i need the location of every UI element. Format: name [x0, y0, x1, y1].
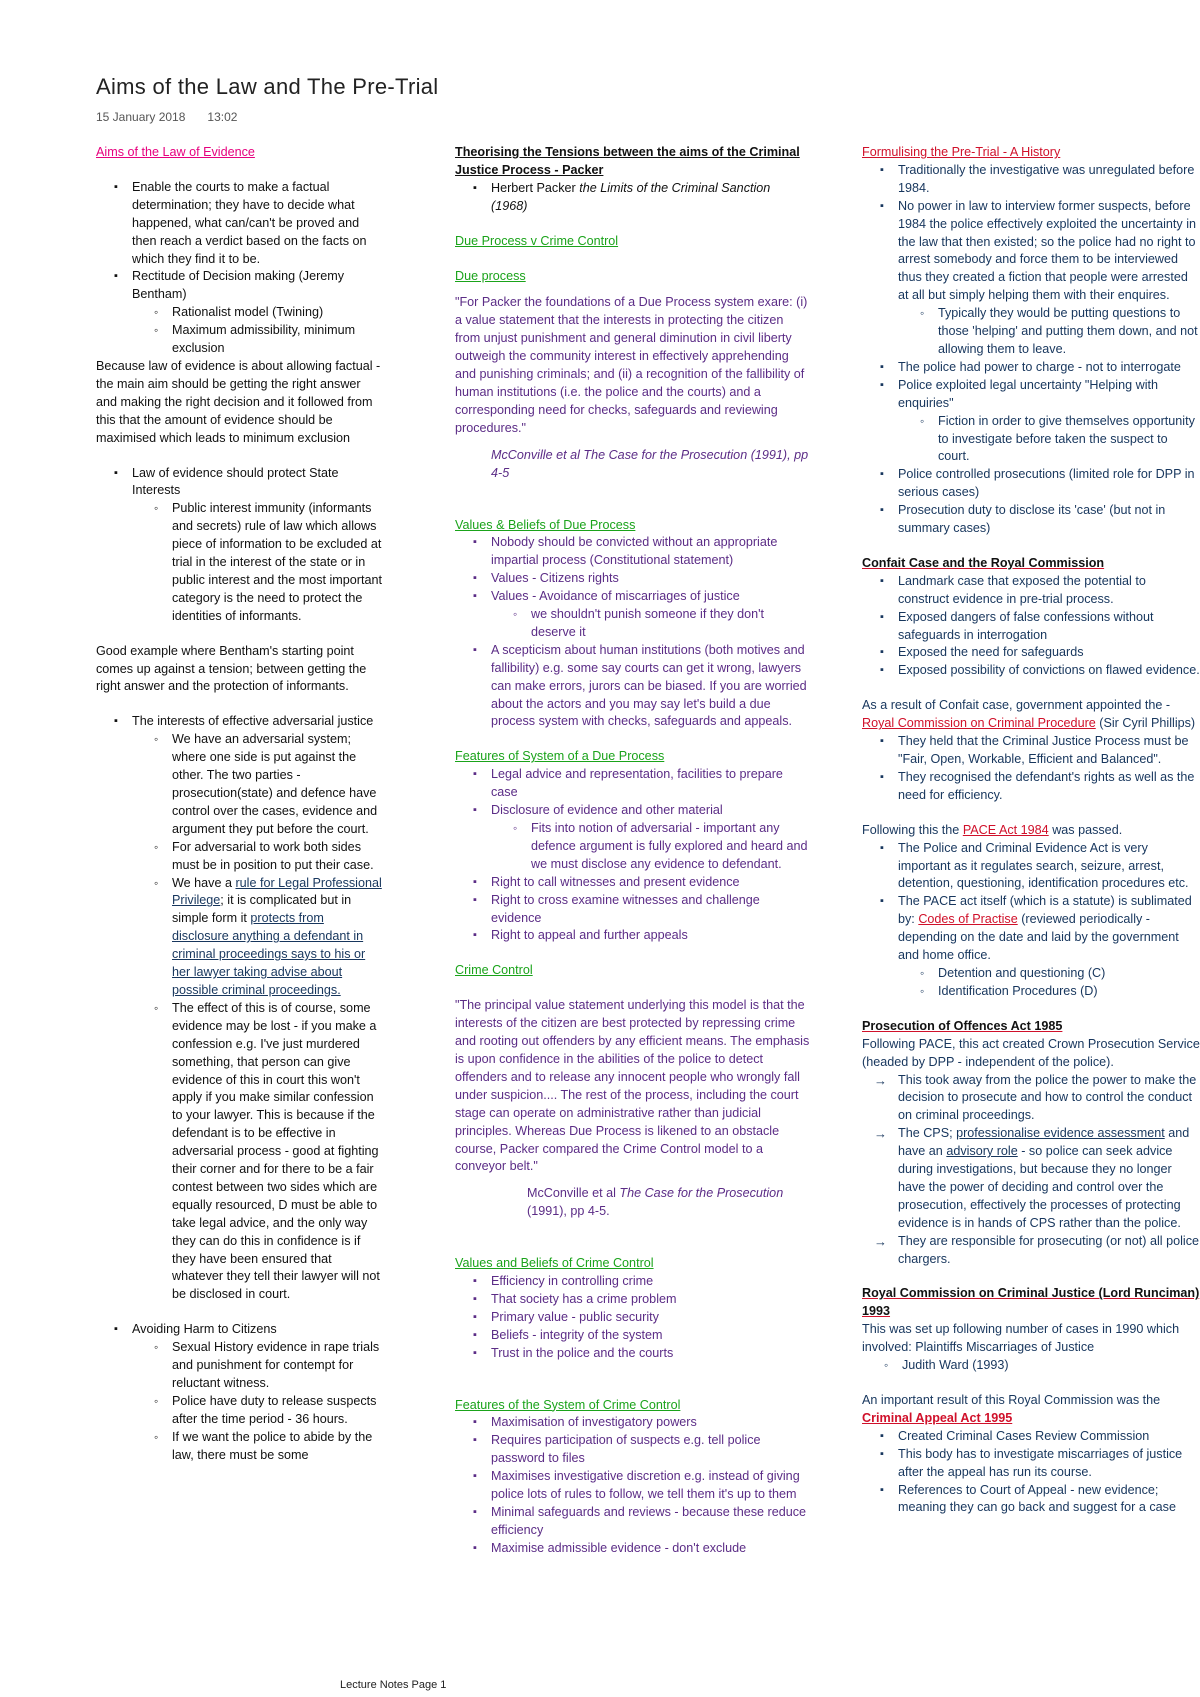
list-item [96, 268, 384, 358]
list-text: (reviewed periodically - depending on the date and laid by the government and home office. [898, 912, 1179, 963]
list-item: ▪ Police controlled prosecutions (limited role for DPP in serious cases) [862, 466, 1200, 502]
underlined-text: advisory role [946, 1144, 1018, 1159]
list-item: ▪ Right to call witnesses and present evidence [455, 874, 810, 892]
list-item: ▪ The Police and Criminal Evidence Act is very important as it regulates search, seizure, arrest, detention, questioning, identification procedures etc. [862, 840, 1200, 894]
underlined-text: professionalise evidence assessment [956, 1126, 1165, 1141]
paragraph: This was set up following number of cases in 1990 which involved: Plaintiffs Miscarriages of Justice [862, 1322, 1180, 1355]
list-item: ◦ For adversarial to work both sides must be in position to put their case. [132, 839, 384, 875]
list-item: ▪ They held that the Criminal Justice Process must be "Fair, Open, Workable, Efficient and Balanced". [862, 733, 1200, 769]
aims-list [96, 179, 384, 358]
heading-confait: Confait Case and the Royal Commission [862, 555, 1105, 570]
list-item [862, 1125, 1200, 1232]
list-item: → They are responsible for prosecuting (or not) all police chargers. [862, 1233, 1200, 1269]
list-item [862, 198, 1200, 359]
list-text: Law of evidence should protect State Interests [132, 465, 339, 498]
list-text: Avoiding Harm to Citizens [132, 1322, 277, 1337]
heading-values-cc: Values and Beliefs of Crime Control [455, 1256, 654, 1271]
criminal-appeal-act: Criminal Appeal Act 1995 [862, 1410, 1013, 1425]
para-text: As a result of Confait case, government appointed the - [862, 698, 1171, 713]
list-item: ◦ Rationalist model (Twining) [132, 304, 384, 322]
list-item: ◦ Judith Ward (1993) [862, 1357, 1200, 1375]
citation-author: McConville et al [491, 447, 580, 462]
list-item: ◦ Maximum admissibility, minimum exclusion [132, 322, 384, 358]
list-item: ◦ Police have duty to release suspects after the time period - 36 hours. [132, 1393, 384, 1429]
heading-due-process: Due process [455, 268, 526, 283]
list-item [96, 465, 384, 626]
page-date [96, 110, 259, 124]
page-title: Aims of the Law and The Pre-Trial [96, 74, 439, 99]
list-item [96, 1321, 384, 1464]
heading-pretrial-history: Formulising the Pre-Trial - A History [862, 145, 1061, 159]
date-text: 15 January 2018 [96, 110, 186, 124]
paragraph [862, 697, 1200, 733]
list-item: ▪ Beliefs - integrity of the system [455, 1327, 810, 1345]
column-history [862, 144, 1200, 1517]
list-item: ◦ Sexual History evidence in rape trials and punishment for contempt for reluctant witness. [132, 1339, 384, 1393]
list-item: ▪ Trust in the police and the courts [455, 1345, 810, 1363]
list-text: No power in law to interview former suspects, before 1984 the police effectively exploited the uncertainty in the law that then existed; so the police had no right to arrest somebody and force them to be interviewed thus they created a fiction that people were arrested at all but simply helping them with their enquires. [898, 198, 1197, 303]
citation-pages: (1991), pp 4-5. [527, 1204, 610, 1219]
list-text: ; it is complicated but in simple form it [172, 893, 352, 926]
heading-runciman: Royal Commission on Criminal Justice (Lord Runciman) 1993 [862, 1286, 1200, 1319]
list-item: ▪ Legal advice and representation, facilities to prepare case [455, 766, 810, 802]
underlined-text: protects from disclosure anything a defendant in criminal proceedings says to his or her lawyer taking advise about possible criminal proceedings. [172, 911, 366, 997]
citation-title: The Case for the Prosecution [619, 1186, 784, 1201]
list-text: - so police can seek advice during investigations, but because they no longer have the power of deciding and control over the prosecution, effectively the processes of protecting evidence is in hands of CPS rather than the police. [898, 1144, 1181, 1230]
list-item: ▪ Exposed dangers of false confessions without safeguards in interrogation [862, 609, 1200, 645]
citation-author: McConville et al [527, 1186, 616, 1201]
list-item [455, 180, 810, 216]
list-item: ▪ Nobody should be convicted without an appropriate impartial process (Constitutional statement) [455, 534, 810, 570]
citation [455, 447, 810, 483]
list-item: ▪ Efficiency in controlling crime [455, 1273, 810, 1291]
list-item: ▪ Right to cross examine witnesses and challenge evidence [455, 892, 810, 928]
list-item: ▪ Maximisation of investigatory powers [455, 1414, 810, 1432]
page-footer: Lecture Notes Page 1 [340, 1679, 447, 1691]
citation-title: The Case for the Prosecution (1991), pp 4-5 [491, 447, 809, 480]
heading-dp-vs-cc: Due Process v Crime Control [455, 233, 619, 248]
heading-features-dp: Features of System of a Due Process [455, 749, 665, 764]
list-item: ▪ Prosecution duty to disclose its 'case' (but not in summary cases) [862, 502, 1200, 538]
list-item: → This took away from the police the power to make the decision to prosecute and how to control the conduct on criminal proceedings. [862, 1072, 1200, 1126]
quote-crime-control: "The principal value statement underlying this model is that the interests of the citizen are best protected by repressing crime and rooting out offenders by any efficient means. The emphasis is upon confidence in the abilities of the police to detect offenders and to release any innocent people who wrongly fall under suspicion.... The rest of the process, including the court stage can operate on administrative rather than judicial principles. Whereas Due Process is likened to an obstacle course, Packer compared the Crime Control model to a conveyor belt." [455, 998, 810, 1174]
heading-features-cc: Features of the System of Crime Control [455, 1397, 681, 1412]
paragraph: Because law of evidence is about allowing factual - the main aim should be getting the right answer and making the right decision and it followed from this that the amount of evidence should be maximised which leads to minimum exclusion [96, 358, 381, 445]
heading-theorising-tensions: Theorising the Tensions between the aims of the Criminal Justice Process - Packer [455, 145, 800, 177]
column-aims [96, 144, 384, 1465]
list-text: The PACE act itself (which is a statute) is sublimated by: [898, 894, 1192, 927]
para-text: (Sir Cyril Phillips) [1099, 716, 1196, 731]
list-item: ▪ Enable the courts to make a factual determination; they have to decide what happened, what can/can't be proved and then reach a verdict based on the facts on which they find it to be. [96, 179, 384, 269]
list-item: ▪ Landmark case that exposed the potential to construct evidence in pre-trial process. [862, 573, 1200, 609]
list-item: ◦ Identification Procedures (D) [898, 983, 1200, 1001]
list-item: ▪ Exposed possibility of convictions on flawed evidence. [862, 662, 1200, 680]
book-title: the Limits of the Criminal Sanction (1968) [491, 180, 771, 213]
para-text: An important result of this Royal Commission was the [862, 1393, 1161, 1407]
list-text: We have a [172, 875, 232, 890]
list-item [455, 802, 810, 874]
list-item: ▪ A scepticism about human institutions (both motives and fallibility) e.g. some say courts can get it wrong, lawyers can make errors, jurors can be biased. If you are worried about the actors and you may say let's build a due process system with checks, safeguards and appeals. [455, 642, 810, 732]
list-text: Rectitude of Decision making (Jeremy Bentham) [132, 269, 345, 302]
list-item [132, 875, 384, 1000]
list-text: Values - Avoidance of miscarriages of justice [491, 589, 740, 604]
list-item: ▪ Minimal safeguards and reviews - because these reduce efficiency [455, 1504, 810, 1540]
list-item: ◦ Fiction in order to give themselves opportunity to investigate before taken the suspect to court. [898, 413, 1200, 467]
list-item [455, 588, 810, 642]
column-packer [455, 144, 810, 1558]
list-text: The CPS; [898, 1126, 953, 1141]
paragraph [862, 1392, 1200, 1428]
list-item: ◦ we shouldn't punish someone if they don't deserve it [491, 606, 810, 642]
legal-privilege-link-text: rule for Legal Professional Privilege [172, 875, 382, 908]
list-item: ◦ The effect of this is of course, some evidence may be lost - if you make a confession e.g. I've just murdered something, that person can give evidence of this in court this won't apply if you make similar confession to your lawyer. This is because if the defendant is to be effective in adversarial process - good at fighting their corner and for there to be a fair contest between two sides which are equally resourced, D must be able to take legal advice, and the only way they can do this in confidence is if they have been ensured that whatever they tell their lawyer will not be disclosed in court. [132, 1000, 384, 1304]
citation [455, 1185, 810, 1221]
royal-commission-name: Royal Commission on Criminal Procedure [862, 716, 1096, 731]
list-item: ▪ Traditionally the investigative was unregulated before 1984. [862, 162, 1200, 198]
list-item [96, 713, 384, 1304]
list-item: ▪ Exposed the need for safeguards [862, 644, 1200, 662]
list-item: ▪ Created Criminal Cases Review Commission [862, 1428, 1200, 1446]
para-text: was passed. [1052, 822, 1123, 837]
list-item: ▪ References to Court of Appeal - new evidence; meaning they can go back and suggest for a case [862, 1482, 1200, 1518]
heading-values-dp: Values & Beliefs of Due Process [455, 517, 636, 532]
list-item: ▪ Maximise admissible evidence - don't exclude [455, 1540, 810, 1558]
codes-of-practise: Codes of Practise [918, 912, 1018, 927]
heading-prosecution-act: Prosecution of Offences Act 1985 [862, 1018, 1063, 1033]
list-item: ▪ Right to appeal and further appeals [455, 927, 810, 945]
list-text: The interests of effective adversarial justice [132, 714, 374, 729]
list-item [862, 893, 1200, 1000]
paragraph [862, 822, 1200, 840]
list-item: ◦ Typically they would be putting questions to those 'helping' and putting them down, and not allowing them to leave. [898, 305, 1200, 359]
list-item: ▪ Maximises investigative discretion e.g. instead of giving police lots of rules to follow, we tell them it's up to them [455, 1468, 810, 1504]
list-text: Herbert Packer [491, 180, 576, 195]
list-text: Police exploited legal uncertainty "Helping with enquiries" [898, 377, 1158, 410]
heading-crime-control: Crime Control [455, 963, 533, 978]
list-item: ◦ Fits into notion of adversarial - important any defence argument is fully explored and heard and we must disclose any evidence to defendant. [491, 820, 810, 874]
list-item [862, 377, 1200, 467]
list-text: Disclosure of evidence and other material [491, 803, 723, 818]
paragraph: Following PACE, this act created Crown Prosecution Service (headed by DPP - independent of the police). [862, 1036, 1200, 1069]
list-item: ◦ If we want the police to abide by the law, there must be some [132, 1429, 384, 1465]
list-item: ▪ They recognised the defendant's rights as well as the need for efficiency. [862, 769, 1200, 805]
quote-due-process: "For Packer the foundations of a Due Process system exare: (i) a value statement that the interests in protecting the citizen from unjust punishment and general diminution in civil liberty outweigh the community interest in effectively apprehending and punishing criminals; and (ii) a recognition of the fallibility of human institutions (i.e. the police and the courts) and a corresponding need for checks, safeguards and reviewing procedures." [455, 295, 808, 435]
list-item: ▪ Requires participation of suspects e.g. tell police password to files [455, 1432, 810, 1468]
list-item: ◦ Detention and questioning (C) [898, 965, 1200, 983]
list-item: ◦ We have an adversarial system; where one side is put against the other. The two parties - prosecution(state) and defence have control over the cases, evidence and argument they put before the court. [132, 731, 384, 838]
time-text: 13:02 [207, 110, 238, 124]
paragraph: Good example where Bentham's starting point comes up against a tension; between getting the right answer and the protection of informants. [96, 643, 367, 694]
list-item: ▪ Values - Citizens rights [455, 570, 810, 588]
pace-act-name: PACE Act 1984 [962, 822, 1049, 837]
list-item: ▪ This body has to investigate miscarriages of justice after the appeal has run its course. [862, 1446, 1200, 1482]
heading-aims-law-evidence: Aims of the Law of Evidence [96, 145, 255, 159]
list-text: and have an [898, 1126, 1190, 1159]
list-item: ▪ The police had power to charge - not to interrogate [862, 359, 1200, 377]
list-item: ▪ Primary value - public security [455, 1309, 810, 1327]
list-item: ◦ Public interest immunity (informants and secrets) rule of law which allows piece of information to be excluded at trial in the interest of the state or in public interest and the most important category is the need to protect the identities of informants. [132, 500, 384, 625]
list-item: ▪ That society has a crime problem [455, 1291, 810, 1309]
para-text: Following this the [862, 822, 960, 837]
